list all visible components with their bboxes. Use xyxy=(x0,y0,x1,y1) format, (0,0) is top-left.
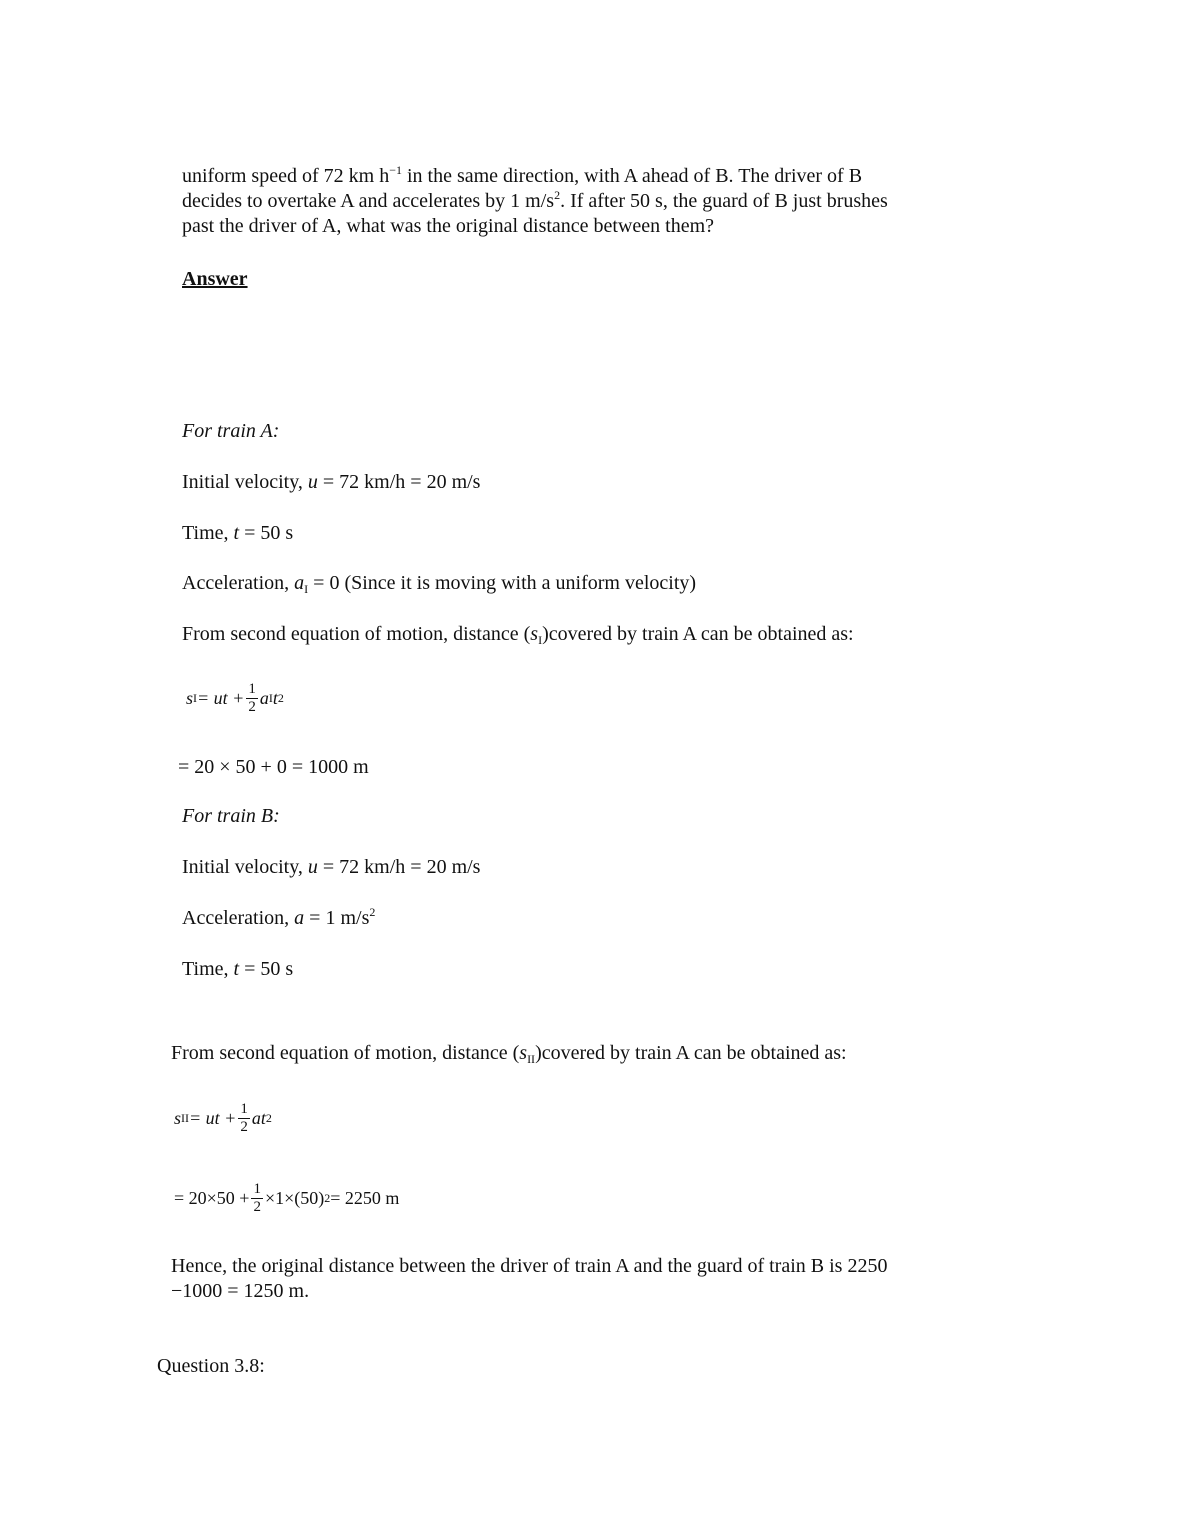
train-b-equation-intro: From second equation of motion, distance $(s_{II})covered$ by train A can be obtained as: xyxy=(171,1042,847,1066)
answer-heading: Answer xyxy=(182,268,248,290)
train-a-equation: s I = ut + $\frac{1}{2}$ a I t 2 xyxy=(186,680,284,715)
train-a-heading: For train A: xyxy=(182,420,280,442)
train-a-velocity: Initial velocity, u = 72 km/h = 20 m/s xyxy=(182,471,481,493)
conclusion-line-2: −1000 = 1250 m. xyxy=(171,1280,310,1302)
train-b-time: Time, t = 50 s xyxy=(182,958,294,980)
train-b-calc-fraction: $\frac{1}{2}$ xyxy=(253,1180,261,1215)
train-b-fraction: $\frac{1}{2}$ xyxy=(240,1100,248,1135)
train-a-acceleration: Acceleration, $a_I = 0$ (Since it is moving with a uniform velocity) xyxy=(182,572,697,596)
train-b-velocity: Initial velocity, u = 72 km/h = 20 m/s xyxy=(182,856,481,878)
question-line-3: past the driver of A, what was the original distance between them? xyxy=(182,215,715,237)
train-a-fraction: $\frac{1}{2}$ xyxy=(248,680,256,715)
question-line-2: decides to overtake A and accelerates by 1 $m/s^2$. If after 50 s, the guard of B just brushes xyxy=(182,188,888,212)
conclusion-line-1: Hence, the original distance between the driver of train A and the guard of train B is 2250 xyxy=(171,1255,888,1277)
train-a-result: = 20 × 50 + 0 = 1000 m xyxy=(178,756,369,778)
train-b-acceleration: Acceleration, a = 1 $m/s^2$ xyxy=(182,905,376,929)
train-a-time: Time, t = 50 s xyxy=(182,522,294,544)
next-question-heading: Question 3.8: xyxy=(157,1355,265,1377)
train-a-equation-intro: From second equation of motion, distance $(s_I)covered$ by train A can be obtained as: xyxy=(182,623,854,647)
question-line-1: uniform speed of 72 km $h^{-1}$ in the same direction, with A ahead of B. The driver of B xyxy=(182,163,863,187)
train-b-calculation: = 20×50 + $\frac{1}{2}$ ×1×(50) 2 = 2250 m xyxy=(174,1180,400,1215)
train-b-equation: s II = ut + $\frac{1}{2}$ at 2 xyxy=(174,1100,272,1135)
train-b-heading: For train B: xyxy=(182,805,280,827)
